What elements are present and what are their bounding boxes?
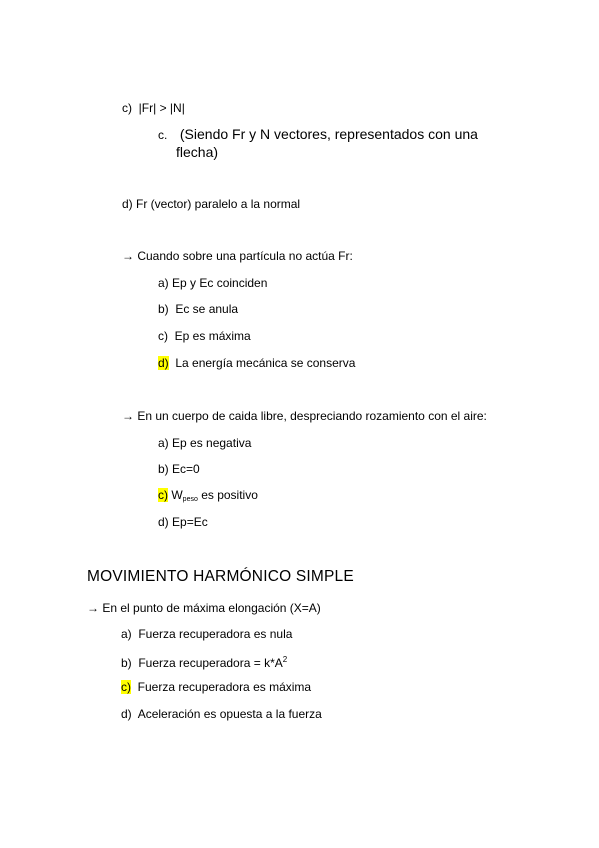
freefall-option-b [158, 462, 200, 476]
option-label-highlighted: c) [158, 488, 168, 502]
mhs-option-d [121, 707, 322, 721]
option-label: a) [121, 627, 132, 641]
option-text: Fuerza recuperadora es nula [138, 627, 293, 641]
option-text: |Fr| > |N| [138, 101, 185, 115]
option-text: Ep es máxima [174, 329, 251, 343]
option-text: Ep es negativa [172, 436, 252, 450]
arrow-icon: → [87, 601, 99, 615]
particle-option-a [158, 276, 267, 290]
option-label: b) [158, 462, 169, 476]
option-text: La energía mecánica se conserva [175, 356, 356, 370]
question-text: En un cuerpo de caida libre, despreciando rozamiento con el aire: [137, 409, 487, 423]
mhs-option-a [121, 627, 292, 641]
mhs-option-c [121, 680, 311, 694]
option-label: c) [122, 101, 132, 115]
option-label: a) [158, 436, 169, 450]
question-particle [122, 249, 353, 263]
option-label-highlighted: d) [158, 356, 169, 370]
option-label: a) [158, 276, 169, 290]
option-text-subscript: peso [182, 496, 198, 503]
mhs-option-b [121, 653, 287, 670]
option-text: Aceleración es opuesta a la fuerza [137, 707, 322, 721]
option-text-main: W [171, 488, 183, 502]
option-label: d) [158, 515, 169, 529]
question-text: En el punto de máxima elongación (X=A) [102, 601, 321, 615]
option-label-highlighted: c) [121, 680, 131, 694]
question-text: Cuando sobre una partícula no actúa Fr: [137, 249, 353, 263]
option-text: Ec se anula [175, 302, 239, 316]
section-heading: MOVIMIENTO HARMÓNICO SIMPLE [87, 568, 354, 585]
option-label: b) [158, 302, 169, 316]
option-label: b) [121, 656, 132, 670]
option-label: d) [121, 707, 132, 721]
note-line-1: (Siendo Fr y N vectores, representados con una [179, 126, 478, 142]
option-text: Fuerza recuperadora es máxima [137, 680, 312, 694]
question-mhs [87, 601, 321, 615]
option-text-rest: es positivo [197, 488, 258, 502]
option-text: Fr (vector) paralelo a la normal [136, 197, 301, 211]
arrow-icon: → [122, 249, 134, 263]
option-text: Ec=0 [172, 462, 200, 476]
option-text: Ep=Ec [172, 515, 208, 529]
particle-option-c [158, 329, 251, 343]
note-line-2: flecha) [176, 144, 219, 160]
option-label: c. [158, 128, 168, 142]
option-superscript: 2 [282, 655, 288, 664]
freefall-option-a [158, 436, 251, 450]
question-freefall [122, 409, 487, 423]
fr-option-c [122, 101, 185, 115]
option-label: d) [122, 197, 133, 211]
freefall-option-d [158, 515, 208, 529]
option-label: c) [158, 329, 168, 343]
fr-option-c-note-cont [176, 144, 218, 161]
fr-option-d [122, 197, 300, 211]
particle-option-b [158, 302, 238, 316]
freefall-option-c [158, 488, 258, 507]
fr-option-c-note [158, 126, 478, 144]
arrow-icon: → [122, 409, 134, 423]
option-text: Fuerza recuperadora = k*A [138, 656, 283, 670]
particle-option-d [158, 356, 355, 370]
option-text: Ep y Ec coinciden [172, 276, 268, 290]
